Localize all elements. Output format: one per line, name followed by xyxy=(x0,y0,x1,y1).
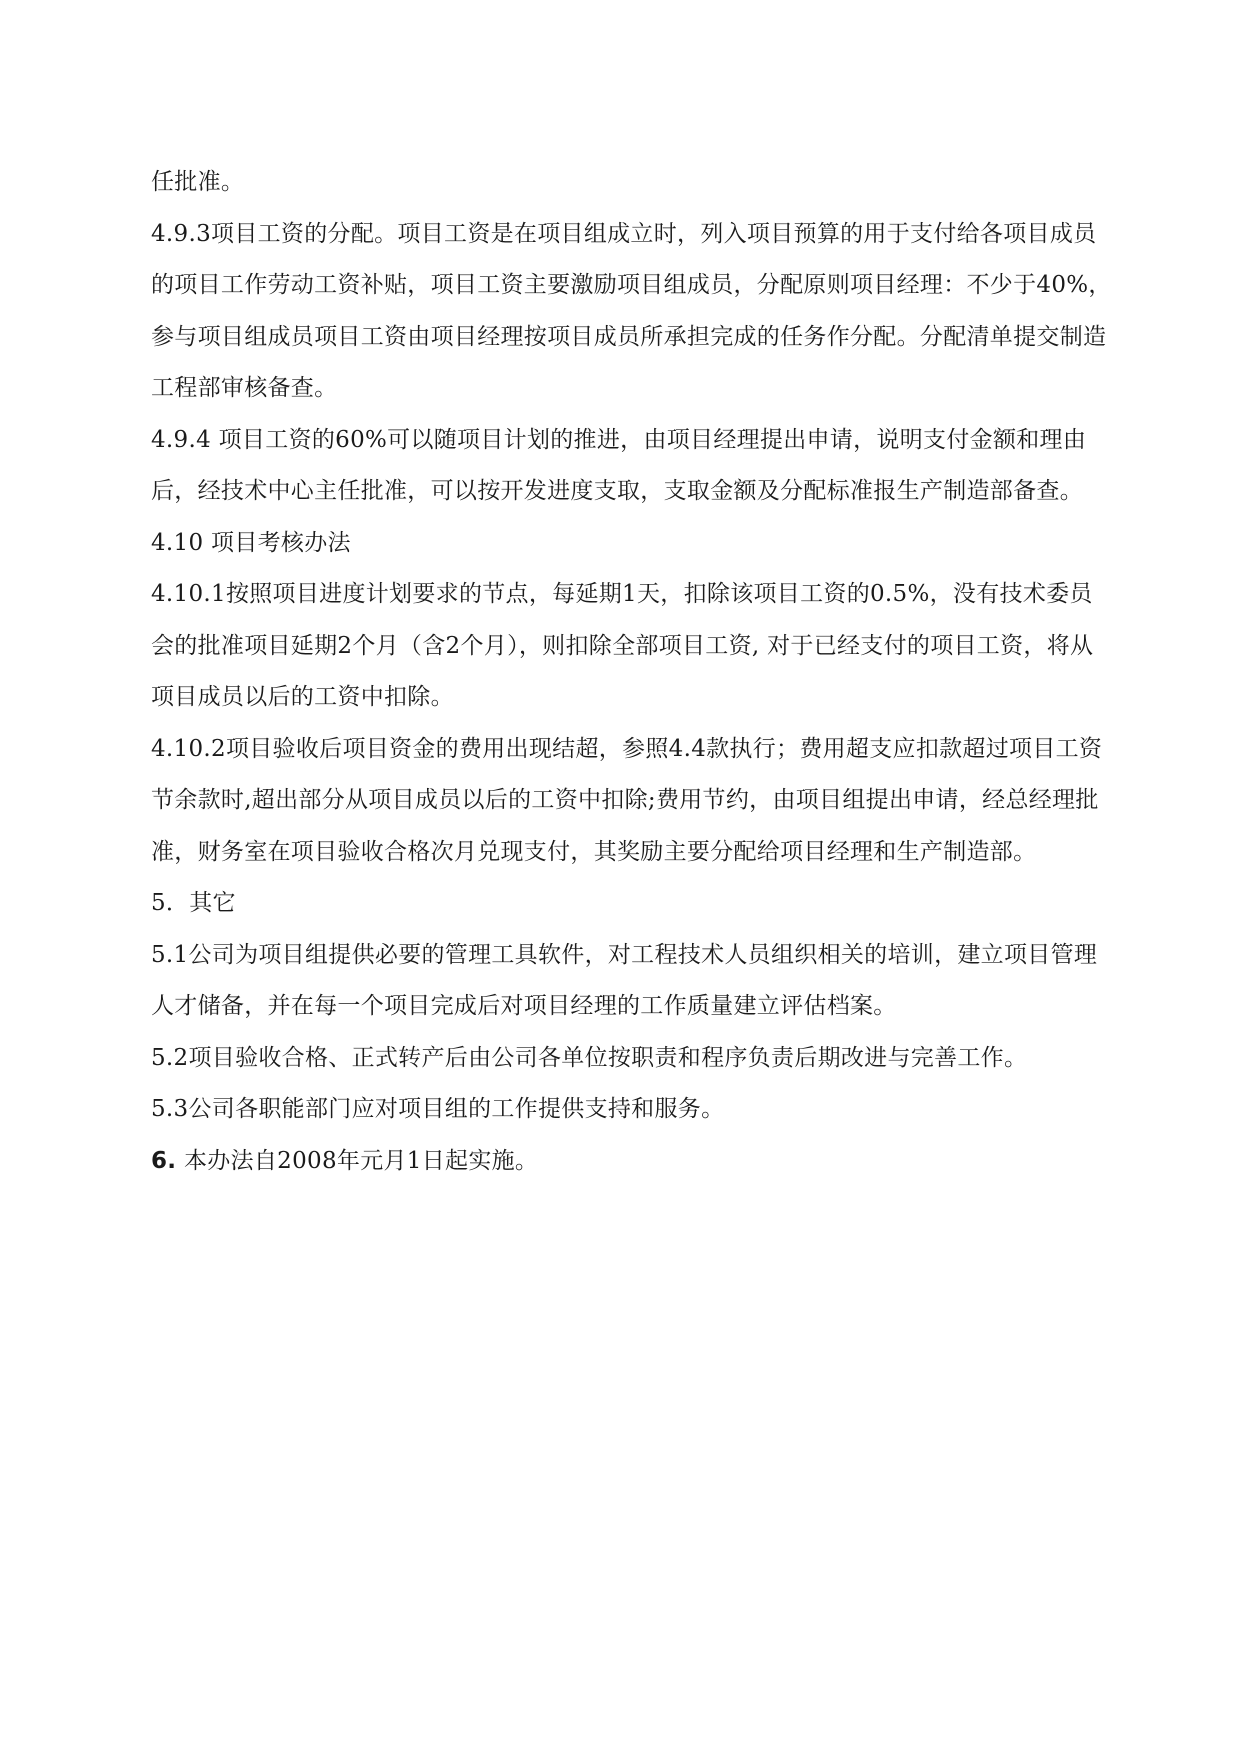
document-body xyxy=(151,157,1116,1187)
paragraph-4-10-2: 4.10.2项目验收后项目资金的费用出现结超，参照4.4款执行；费用超支应扣款超过项目工资节余款时,超出部分从项目成员以后的工资中扣除;费用节约，由项目组提出申请，经总经理批准，财务室在项目验收合格次月兑现支付，其奖励主要分配给项目经理和生产制造部。 xyxy=(151,735,1103,865)
paragraph-5-2: 5.2项目验收合格、正式转产后由公司各单位按职责和程序负责后期改进与完善工作。 xyxy=(151,1044,1028,1071)
section-number: 6. xyxy=(151,1147,177,1174)
heading-5: 5．其它 xyxy=(151,890,236,916)
paragraph-4-10-1: 4.10.1按照项目进度计划要求的节点，每延期1天，扣除该项目工资的0.5%，没有技术委员会的批准项目延期2个月（含2个月），则扣除全部项目工资, 对于已经支付的项目工资，将从项目成员以后的工资中扣除。 xyxy=(151,581,1094,710)
paragraph-continuation: 任批准。 xyxy=(151,169,245,195)
paragraph-6-text: 本办法自2008年元月1日起实施。 xyxy=(176,1147,539,1174)
paragraph-5-1: 5.1公司为项目组提供必要的管理工具软件，对工程技术人员组织相关的培训，建立项目管理人才储备，并在每一个项目完成后对项目经理的工作质量建立评估档案。 xyxy=(151,941,1098,1019)
paragraph-6 xyxy=(151,1136,1116,1188)
paragraph-5-3: 5.3公司各职能部门应对项目组的工作提供支持和服务。 xyxy=(151,1096,725,1122)
paragraph-4-9-3: 4.9.3项目工资的分配。项目工资是在项目组成立时，列入项目预算的用于支付给各项目成员的项目工作劳动工资补贴，项目工资主要激励项目组成员，分配原则项目经理：不少于40%，参与项目组成员项目工资由项目经理按项目成员所承担完成的任务作分配。分配清单提交制造工程部审核备查。 xyxy=(151,220,1112,401)
heading-4-10: 4.10 项目考核办法 xyxy=(151,529,351,556)
paragraph-4-9-4: 4.9.4 项目工资的60%可以随项目计划的推进，由项目经理提出申请，说明支付金额和理由后，经技术中心主任批准，可以按开发进度支取，支取金额及分配标准报生产制造部备查。 xyxy=(151,426,1087,504)
